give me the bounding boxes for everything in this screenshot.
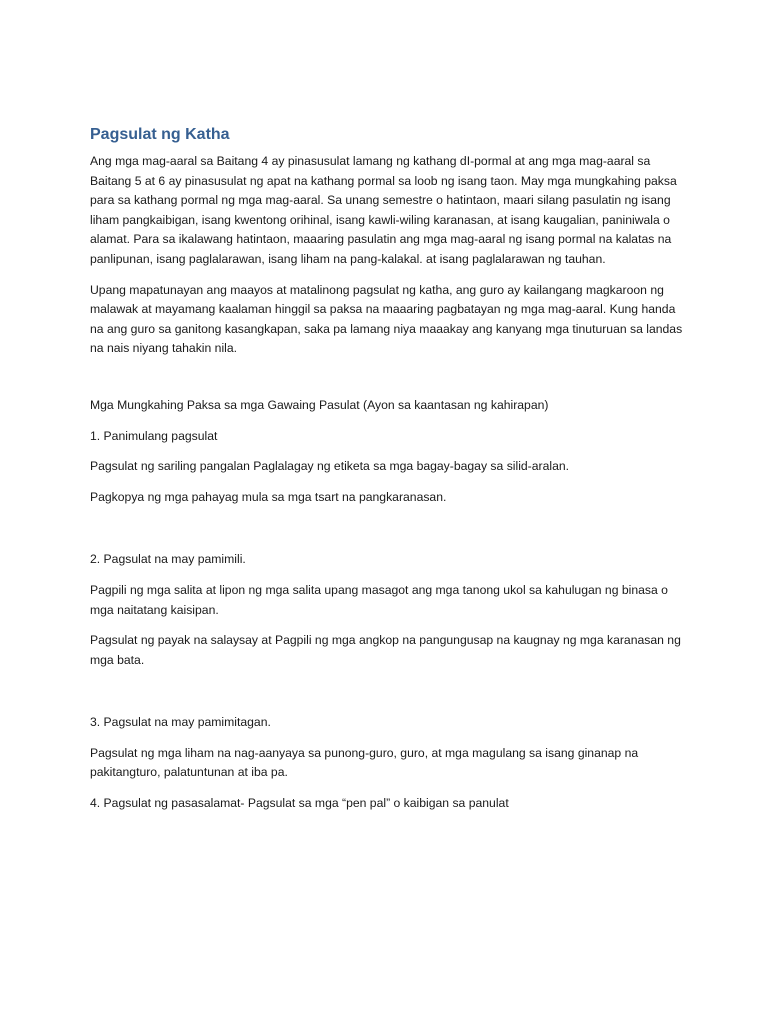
item-3-paragraph-1: Pagsulat ng mga liham na nag-aanyaya sa punong-guro, guro, at mga magulang sa isang ginanap na pakitangturo, palatuntunan at iba pa. xyxy=(90,745,639,780)
item-2-title: 2. Pagsulat na may pamimili. xyxy=(90,552,246,567)
item-2-paragraph-1: Pagpili ng mga salita at lipon ng mga salita upang masagot ang mga tanong ukol sa kahulugan ng binasa o mga naitatang kaisipan. xyxy=(90,582,668,617)
spacer xyxy=(90,370,690,396)
spacer xyxy=(90,518,690,550)
item-1-paragraph-2: Pagkopya ng mga pahayag mula sa mga tsart na pangkaranasan. xyxy=(90,489,447,504)
item-1-paragraph-1: Pagsulat ng sariling pangalan Paglalagay ng etiketa sa mga bagay-bagay sa silid-aralan. xyxy=(90,459,570,474)
document-page xyxy=(90,124,690,825)
subheading: Mga Mungkahing Paksa sa mga Gawaing Pasulat (Ayon sa kaantasan ng kahirapan) xyxy=(90,397,549,412)
document-title: Pagsulat ng Katha xyxy=(90,126,230,143)
item-3-title: 3. Pagsulat na may pamimitagan. xyxy=(90,715,271,730)
spacer xyxy=(90,681,690,713)
paragraph-2: Upang mapatunayan ang maayos at matalinong pagsulat ng katha, ang guro ay kailangang magkaroon ng malawak at mayamang kaalaman hinggil sa paksa na maaaring pagbatayan ng mga mag-aaral. Kung handa na ang guro sa ganitong kasangkapan, saka pa lamang niya maaakay ang kanyang mga tinuturuan sa landas na nais niyang tahakin nila. xyxy=(90,282,683,356)
paragraph-1: Ang mga mag-aaral sa Baitang 4 ay pinasusulat lamang ng kathang dI-pormal at ang mga mag-aaral sa Baitang 5 at 6 ay pinasusulat ng apat na kathang pormal sa loob ng isang taon. May mga mungkahing paksa para sa kathang pormal ng mga mag-aaral. Sa unang semestre o hatintaon, maari silang pasulatin ng isang liham pangkaibigan, isang kwentong orihinal, isang kawli-wiling karanasan, at isang kaugalian, paniniwala o alamat. Para sa ikalawang hatintaon, maaaring pasulatin ang mga mag-aaral ng isang pormal na kalatas na panlipunan, isang paglalarawan, isang liham na pang-kalakal. at isang paglalarawan ng tauhan. xyxy=(90,154,677,266)
item-2-paragraph-2: Pagsulat ng payak na salaysay at Pagpili ng mga angkop na pangungusap na kaugnay ng mga karanasan ng mga bata. xyxy=(90,633,681,667)
item-4-title: 4. Pagsulat ng pasasalamat- Pagsulat sa mga “pen pal” o kaibigan sa panulat xyxy=(90,796,509,811)
item-1-title: 1. Panimulang pagsulat xyxy=(90,428,218,443)
